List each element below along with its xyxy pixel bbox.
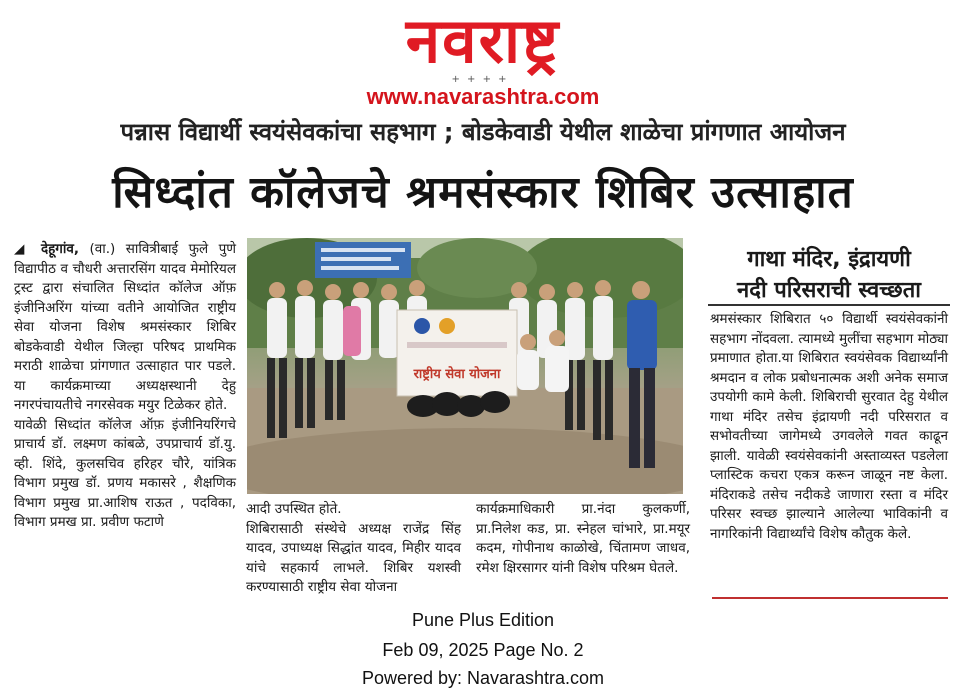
url-suffix: .com	[548, 84, 600, 109]
banner-text: राष्ट्रीय सेवा योजना	[413, 367, 501, 382]
sidebar-heading-line: नदी परिसराची स्वच्छता	[737, 278, 921, 303]
sidebar-heading-line: गाथा मंदिर, इंद्रायणी	[747, 247, 911, 272]
kicker-subheadline: पन्नास विद्यार्थी स्वयंसेवकांचा सहभाग ; बोडकेवाडी येथील शाळेचा प्रांगणात आयोजन	[120, 118, 846, 146]
article-column-2	[246, 500, 461, 598]
sidebar-heading	[708, 244, 950, 306]
masthead	[0, 0, 966, 112]
article-paragraph: (वा.) सावित्रीबाई फुले पुणे विद्यापीठ व चौधरी अत्तारसिंग यादव मेमोरियल ट्रस्ट द्वारा संचालित सिध्दांत कॉलेज ऑफ़ इंजीनिअरिंग यांच्या वतीने आयोजित राष्ट्रीय सेवा योजना विशेष श्रमसंस्कार शिबिर बोडकेवाडी येथील जिल्हा परिषद प्राथमिक मराठी शाळेचा प्रांगणात उत्साहात पार पडले. या कार्यक्रमाच्या अध्यक्षस्थानी देहु नगरपंचायतीचे नगरसेवक मयुर टिळेकर होते.	[14, 241, 236, 413]
article-paragraph: आदी उपस्थित होते.	[246, 501, 342, 517]
article-paragraph: यावेळी सिध्दांत कॉलेज ऑफ़ इंजीनियरिंगचे प्राचार्य डॉ. लक्ष्मण कांबळे, उपप्राचार्य डॉ.यु. व्ही. शिंदे, कुलसचिव हरिहर चौरे, यांत्रिक विभाग प्रमुख डॉ. प्रणय मकासरे , शैक्षणिक विभाग प्रमुख प्रा.आशिष राऊत , पदविका, विभाग प्रमख प्रा. प्रवीण फटाणे	[14, 416, 236, 530]
arrow-icon: ◢	[14, 241, 31, 257]
headline: सिध्दांत कॉलेजचे श्रमसंस्कार शिबिर उत्साहात	[112, 167, 854, 218]
edition-label: Pune Plus Edition	[411, 610, 555, 630]
url-prefix: www.	[366, 84, 424, 109]
divider	[712, 597, 948, 599]
article-column-1	[14, 240, 236, 533]
logo-stars: + + + +	[451, 74, 509, 85]
divider	[708, 304, 950, 306]
website-url[interactable]	[320, 84, 646, 110]
powered-by-label[interactable]: Powered by: Navarashtra.com	[361, 668, 605, 688]
url-brand: navarashtra	[423, 84, 549, 109]
dateline: देहूगांव,	[40, 241, 80, 257]
date-page-label: Feb 09, 2025 Page No. 2	[382, 640, 584, 660]
article-paragraph: कार्यक्रमाधिकारी प्रा.नंदा कुलकर्णी, प्रा.निलेश कड, प्रा. स्नेहल चांभारे, प्रा.मयूर कदम, गोपीनाथ काळोखे, चिंतामण जाधव, रमेश क्षिरसागर यांनी विशेष परिश्रम घेतले.	[476, 501, 690, 576]
sidebar-body: श्रमसंस्कार शिबिरात ५० विद्यार्थी स्वयंसेवकांनी सहभाग नोंदवला. त्यामध्ये मुलींचा सहभाग मोठ्या प्रमाणात होता.या शिबिरात स्वयंसेवक विद्यार्थ्यांनी श्रमदान व लोक प्रबोधनात्मक अशी अनेक समाज उपयोगी कामे केली. शिबिराची सुरवात देहु येथील गाथा मंदिर तसेच इंद्रायणी नदी परिसरात व सभोवतीच्या जागेमध्ये उगवलेले गवत काढून झाली. यावेळी स्वयंसेवकांनी अस्ताव्यस्त पडलेला प्लास्टिक कचरा एकत्र करून जाळून नष्ट केला. मंदिराकडे तसेच नदीकडे जाणारा रस्ता व मंदिर परिसर स्वच्छ झाल्याने आलेल्या भाविकांनी व नागरिकांनी विद्यार्थ्यांचे विशेष कौतुक केले.	[710, 311, 948, 542]
article-column-3	[476, 500, 690, 578]
newspaper-logo[interactable]: नवराष्ट्र	[405, 4, 561, 77]
group-photo-image	[247, 238, 683, 494]
article-paragraph: शिबिरासाठी संस्थेचे अध्यक्ष राजेंद्र सिंह यादव, उपाध्यक्ष सिद्धांत यादव, मिहीर यादव यांचे सहकार्य लाभले. शिबिर यशस्वी करण्यासाठी राष्ट्रीय सेवा योजना	[246, 520, 461, 595]
news-photo	[247, 238, 683, 494]
